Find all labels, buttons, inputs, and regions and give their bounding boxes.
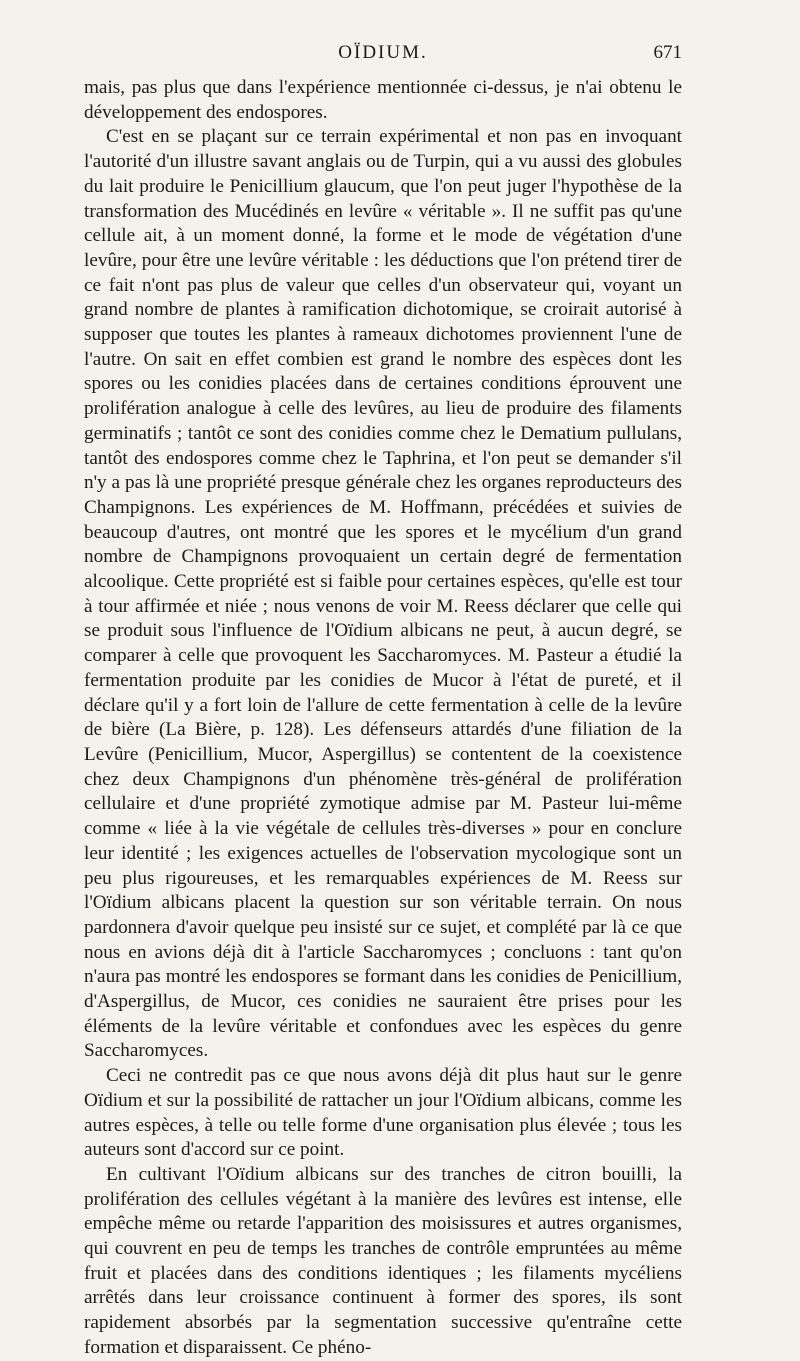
page-header xyxy=(84,42,682,72)
paragraph-4: En cultivant l'Oïdium albicans sur des tranches de citron bouilli, la prolifération des cellules végétant à la manière des levûres est intense, elle empêche même ou retarde l'apparition des moisissures et autres organismes, qui couvrent en peu de temps les tranches de contrôle empruntées au même fruit et placées dans des conditions identiques ; les filaments mycéliens arrêtés dans leur croissance continuent à former des spores, ils sont rapidement absorbés par la segmentation successive qu'entraîne cette formation et disparaissent. Ce phéno- xyxy=(84,1163,682,1358)
page-number: 671 xyxy=(653,42,682,63)
paragraph-1: mais, pas plus que dans l'expérience mentionnée ci-dessus, je n'ai obtenu le développement des endospores. xyxy=(84,77,682,123)
paragraph-3: Ceci ne contredit pas ce que nous avons déjà dit plus haut sur le genre Oïdium et sur la possibilité de rattacher un jour l'Oïdium albicans, comme les autres espèces, à telle ou telle forme d'une organisation plus élevée ; tous les auteurs sont d'accord sur ce point. xyxy=(84,1065,682,1161)
body-text xyxy=(84,76,682,1361)
paragraph-2: C'est en se plaçant sur ce terrain expérimental et non pas en invoquant l'autorité d'un illustre savant anglais ou de Turpin, qui a vu aussi des globules du lait produire le Penicillium glaucum, que l'on peut juger l'hypothèse de la transformation des Mucédinés en levûre « véritable ». Il ne suffit pas qu'une cellule ait, à un moment donné, la forme et le mode de végétation d'une levûre, pour être une levûre véritable : les déductions que l'on prétend tirer de ce fait n'ont pas plus de valeur que celles d'un observateur qui, voyant un grand nombre de plantes à ramification dichotomique, se croirait autorisé à supposer que toutes les plantes à rameaux dichotomes proviennent l'une de l'autre. On sait en effet combien est grand le nombre des espèces dont les spores ou les conidies placées dans de certaines conditions éprouvent une prolifération analogue à celle des levûres, au lieu de produire des filaments germinatifs ; tantôt ce sont des conidies comme chez le Dematium pullulans, tantôt des endospores comme chez le Taphrina, et l'on peut se demander s'il n'y a pas là une propriété presque générale chez les organes reproducteurs des Champignons. Les expériences de M. Hoffmann, précédées et suivies de beaucoup d'autres, ont montré que les spores et le mycélium d'un grand nombre de Champignons provoquaient un certain degré de fermentation alcoolique. Cette propriété est si faible pour certaines espèces, qu'elle est tour à tour affirmée et niée ; nous venons de voir M. Reess déclarer que celle qui se produit sous l'influence de l'Oïdium albicans ne peut, à aucun degré, se comparer à celle que provoquent les Saccharomyces. M. Pasteur a étudié la fermentation produite par les conidies de Mucor à l'état de pureté, et il déclare qu'il y a fort loin de l'allure de cette fermentation à celle de la levûre de bière (La Bière, p. 128). Les défenseurs attardés d'une filiation de la Levûre (Penicillium, Mucor, Aspergillus) se contentent de la coexistence chez deux Champignons d'un phénomène très-général de prolifération cellulaire et d'une propriété zymotique admise par M. Pasteur lui-même comme « liée à la vie végétale de cellules très-diverses » pour en conclure leur identité ; les exigences actuelles de l'observation mycologique sont un peu plus rigoureuses, et les remarquables expériences de M. Reess sur l'Oïdium albicans placent la question sur son véritable terrain. On nous pardonnera d'avoir quelque peu insisté sur ce sujet, et complété par là ce que nous en avions déjà dit à l'article Saccharomyces ; concluons : tant qu'on n'aura pas montré les endospores se formant dans les conidies de Penicillium, d'Aspergillus, de Mucor, ces conidies ne sauraient être prises pour les éléments de la levûre véritable et confondues avec les espèces du genre Saccharomyces. xyxy=(84,126,682,1062)
running-title: OÏDIUM. xyxy=(338,42,428,63)
